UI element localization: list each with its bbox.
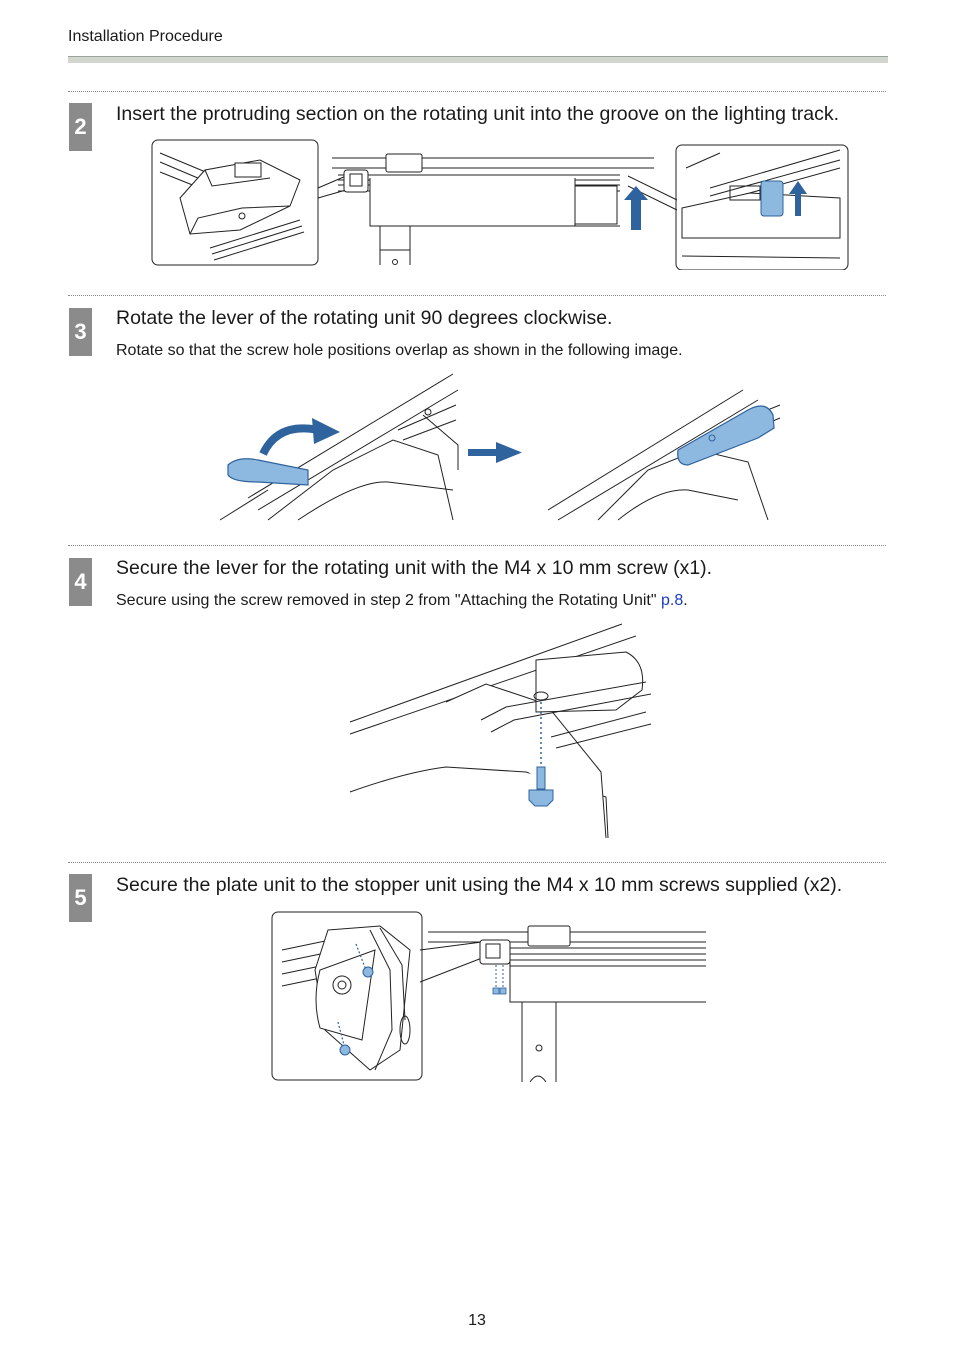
step-separator [68,295,886,296]
step-title: Secure the lever for the rotating unit with the M4 x 10 mm screw (x1). [116,557,713,579]
figure-secure-plate-unit [270,910,708,1088]
running-header: Installation Procedure [68,28,223,45]
step-separator [68,862,886,863]
page-number: 13 [468,1312,486,1329]
step-note [116,592,688,610]
figure-rotate-lever [218,370,784,522]
step-title: Secure the plate unit to the stopper unit using the M4 x 10 mm screws supplied (x2). [116,874,843,896]
step-separator [68,91,886,92]
figure-insert-into-groove [150,138,850,270]
header-rule [68,56,888,63]
note-text: Secure using the screw removed in step 2 from "Attaching the Rotating Unit" [116,592,661,609]
note-suffix: . [683,592,688,609]
step-note: Rotate so that the screw hole positions overlap as shown in the following image. [116,342,683,359]
step-number-badge: 4 [69,558,92,606]
step-number-badge: 5 [69,874,92,922]
step-number-badge: 3 [69,308,92,356]
page-link[interactable]: p.8 [660,592,684,609]
step-separator [68,545,886,546]
step-number-badge: 2 [69,103,92,151]
step-title: Insert the protruding section on the rotating unit into the groove on the lighting track. [116,103,840,125]
step-title: Rotate the lever of the rotating unit 90 degrees clockwise. [116,307,613,329]
figure-secure-lever-screw [346,622,656,840]
